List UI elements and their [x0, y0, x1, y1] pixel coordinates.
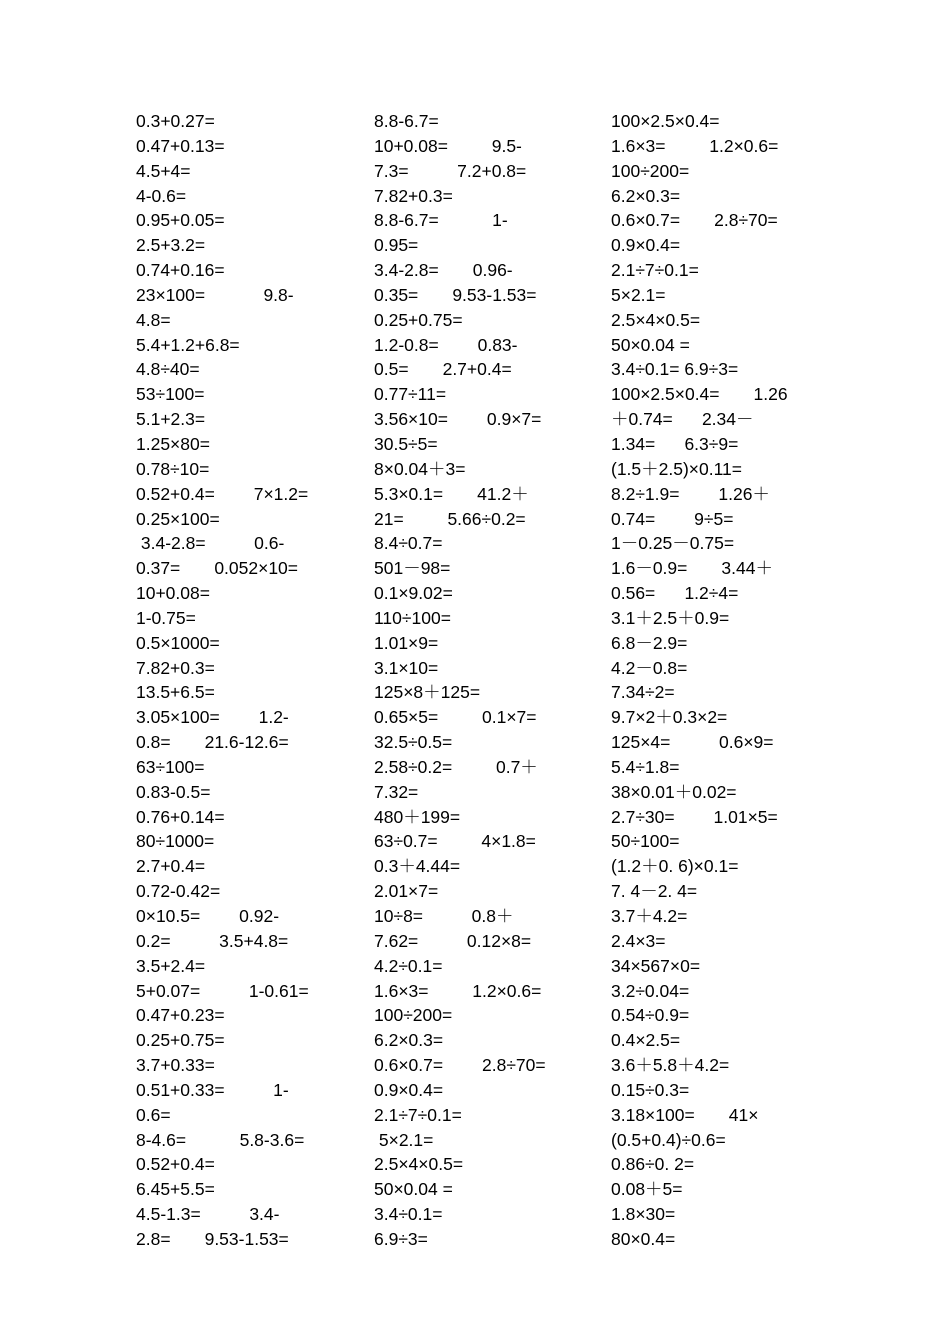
problem-column-2 [374, 109, 594, 1252]
problem-line: 125×4= 0.6×9= [611, 732, 774, 753]
problem-line: 2.01×7= [374, 881, 439, 902]
problem-line: 5.4÷1.8= [611, 756, 680, 777]
problem-line: 1.34= 6.3÷9= [611, 433, 739, 454]
problem-line: 4.8÷40= [136, 359, 200, 380]
problem-line: 7. 4－2. 4= [611, 881, 698, 902]
problem-line: 0.2= 3.5+4.8= [136, 930, 289, 951]
problem-line: 53÷100= [136, 384, 205, 405]
problem-line: 100×2.5×0.4= 1.26 [611, 384, 788, 405]
problem-line: 0.4×2.5= [611, 1030, 681, 1051]
problem-line: 0.08＋5= [611, 1179, 683, 1200]
problem-line: 0.25+0.75= [374, 309, 463, 330]
problem-line: 8.8-6.7= [374, 111, 439, 131]
problem-line: 0.3+0.27= [136, 111, 215, 131]
problem-line: 21= 5.66÷0.2= [374, 508, 526, 529]
problem-line: 63÷0.7= 4×1.8= [374, 831, 536, 852]
problem-line: 0.6×0.7= 2.8÷70= [611, 210, 778, 231]
problem-line: 3.56×10= 0.9×7= [374, 409, 542, 430]
problem-line: 5.1+2.3= [136, 409, 206, 430]
problem-line: 4.5+4= [136, 160, 191, 181]
problem-column-3 [611, 109, 841, 1252]
problem-line: 23×100= 9.8- [136, 284, 294, 305]
problem-line: 0.74= 9÷5= [611, 508, 734, 529]
problem-line: 0×10.5= 0.92- [136, 906, 280, 926]
problem-line: 0.25×100= [136, 508, 220, 529]
problem-line: 5×2.1= [374, 1129, 434, 1150]
problem-line: 8×0.04＋3= [374, 458, 466, 479]
problem-line: 6.2×0.3= [374, 1030, 444, 1051]
problem-line: 5.3×0.1= 41.2＋ [374, 483, 529, 504]
problem-line: 3.4-2.8= 0.96- [374, 260, 513, 281]
problem-line: 0.47+0.13= [136, 135, 225, 156]
problem-line: 2.1÷7÷0.1= [611, 260, 699, 281]
problem-line: 4.5-1.3= 3.4- [136, 1204, 280, 1225]
problem-line: 4-0.6= [136, 185, 187, 206]
problem-line: ＋0.74= 2.34－ [611, 409, 754, 430]
problem-line: 5+0.07= 1-0.61= [136, 980, 309, 1001]
problem-line: 8-4.6= 5.8-3.6= [136, 1129, 305, 1150]
problem-line: 0.52+0.4= [136, 1154, 215, 1175]
problem-line: 4.2－0.8= [611, 657, 688, 678]
problem-line: (0.5+0.4)÷0.6= [611, 1129, 726, 1150]
problem-column-1 [136, 109, 356, 1252]
problem-line: 7.32= [374, 781, 419, 802]
problem-line: 100÷200= [374, 1005, 453, 1026]
problem-line: 1.8×30= [611, 1204, 676, 1225]
problem-line: 2.1÷7÷0.1= [374, 1104, 462, 1125]
problem-line: 3.4÷0.1= [374, 1204, 443, 1225]
problem-line: 3.7＋4.2= [611, 906, 688, 926]
problem-line: 9.7×2＋0.3×2= [611, 707, 728, 728]
problem-line: 0.86÷0. 2= [611, 1154, 695, 1175]
problem-line: 3.4-2.8= 0.6- [136, 533, 285, 554]
problem-line: 0.54÷0.9= [611, 1005, 690, 1026]
problem-line: 125×8＋125= [374, 682, 481, 703]
problem-line: 0.47+0.23= [136, 1005, 225, 1026]
problem-line: 0.9×0.4= [611, 235, 681, 256]
problem-line: 0.95+0.05= [136, 210, 225, 231]
problem-line: 4.2÷0.1= [374, 955, 443, 976]
problem-line: 2.4×3= [611, 930, 666, 951]
problem-line: 100×2.5×0.4= [611, 111, 720, 131]
problem-line: 0.9×0.4= [374, 1079, 444, 1100]
problem-line: 2.7÷30= 1.01×5= [611, 806, 778, 827]
problem-line: 1.01×9= [374, 632, 439, 653]
problem-line: 7.62= 0.12×8= [374, 930, 532, 951]
problem-line: 38×0.01＋0.02= [611, 781, 737, 802]
problem-line: 7.82+0.3= [374, 185, 453, 206]
problem-line: 0.78÷10= [136, 458, 210, 479]
problem-line: 0.76+0.14= [136, 806, 225, 827]
problem-line: 0.25+0.75= [136, 1030, 225, 1051]
problem-line: 3.1＋2.5＋0.9= [611, 607, 730, 628]
problem-line: 8.4÷0.7= [374, 533, 443, 554]
problem-line: 10÷8= 0.8＋ [374, 906, 514, 926]
problem-line: 50÷100= [611, 831, 680, 852]
problem-line: 30.5÷5= [374, 433, 438, 454]
problem-line: 2.5×4×0.5= [374, 1154, 464, 1175]
problem-line: 110÷100= [374, 607, 451, 628]
problem-line: 0.65×5= 0.1×7= [374, 707, 537, 728]
problem-line: 1.2-0.8= 0.83- [374, 334, 518, 355]
problem-line: 2.8= 9.53-1.53= [136, 1228, 289, 1249]
problem-line: 7.3= 7.2+0.8= [374, 160, 527, 181]
problem-line: 0.5×1000= [136, 632, 220, 653]
problem-line: 0.52+0.4= 7×1.2= [136, 483, 309, 504]
problem-line: 63÷100= [136, 756, 205, 777]
problem-line: 0.6×0.7= 2.8÷70= [374, 1055, 546, 1076]
problem-line: 0.8= 21.6-12.6= [136, 732, 289, 753]
problem-line: 0.15÷0.3= [611, 1079, 690, 1100]
problem-line: 1-0.75= [136, 607, 196, 628]
problem-line: 13.5+6.5= [136, 682, 215, 703]
problem-line: 50×0.04 = [374, 1179, 453, 1200]
problem-line: 0.77÷11= [374, 384, 447, 405]
problem-line: 1.6×3= 1.2×0.6= [374, 980, 542, 1001]
problem-line: 34×567×0= [611, 955, 701, 976]
problem-line: 0.1×9.02= [374, 583, 453, 604]
problem-line: 3.7+0.33= [136, 1055, 215, 1076]
problem-line: 2.7+0.4= [136, 856, 206, 877]
problem-line: 80÷1000= [136, 831, 215, 852]
problem-line: 100÷200= [611, 160, 690, 181]
problem-line: 0.95= [374, 235, 419, 256]
problem-line: 0.51+0.33= 1- [136, 1079, 289, 1100]
problem-line: 7.82+0.3= [136, 657, 215, 678]
problem-line: 2.5×4×0.5= [611, 309, 701, 330]
problem-line: 8.8-6.7= 1- [374, 210, 508, 231]
problem-line: 10+0.08= 9.5- [374, 135, 522, 156]
problem-line: 3.4÷0.1= 6.9÷3= [611, 359, 739, 380]
problem-line: (1.5＋2.5)×0.11= [611, 458, 743, 479]
problem-line: 3.05×100= 1.2- [136, 707, 289, 728]
problem-line: 5×2.1= [611, 284, 666, 305]
problem-line: 0.72-0.42= [136, 881, 221, 902]
problem-line: 3.1×10= [374, 657, 439, 678]
problem-line: (1.2＋0. 6)×0.1= [611, 856, 739, 877]
problem-line: 0.83-0.5= [136, 781, 211, 802]
problem-line: 0.35= 9.53-1.53= [374, 284, 537, 305]
problem-line: 0.3＋4.44= [374, 856, 461, 877]
problem-line: 0.5= 2.7+0.4= [374, 359, 512, 380]
problem-line: 0.56= 1.2÷4= [611, 583, 739, 604]
problem-line: 50×0.04 = [611, 334, 690, 355]
problem-line: 2.5+3.2= [136, 235, 206, 256]
problem-line: 2.58÷0.2= 0.7＋ [374, 756, 538, 777]
problem-line: 3.2÷0.04= [611, 980, 690, 1001]
problem-line: 6.45+5.5= [136, 1179, 215, 1200]
problem-line: 3.6＋5.8＋4.2= [611, 1055, 730, 1076]
problem-line: 480＋199= [374, 806, 461, 827]
problem-line: 501－98= [374, 558, 451, 579]
problem-line: 10+0.08= [136, 583, 210, 604]
problem-line: 0.74+0.16= [136, 260, 225, 281]
problem-line: 3.5+2.4= [136, 955, 206, 976]
problem-line: 1－0.25－0.75= [611, 533, 735, 554]
problem-line: 6.8－2.9= [611, 632, 688, 653]
problem-line: 4.8= [136, 309, 171, 330]
problem-line: 0.37= 0.052×10= [136, 558, 299, 579]
problem-line: 3.18×100= 41× [611, 1104, 759, 1125]
problem-line: 0.6= [136, 1104, 171, 1125]
problem-line: 1.6×3= 1.2×0.6= [611, 135, 779, 156]
problem-line: 1.6－0.9= 3.44＋ [611, 558, 773, 579]
problem-line: 1.25×80= [136, 433, 210, 454]
problem-line: 6.9÷3= [374, 1228, 428, 1249]
problem-line: 6.2×0.3= [611, 185, 681, 206]
problem-line: 32.5÷0.5= [374, 732, 453, 753]
problem-line: 7.34÷2= [611, 682, 675, 703]
problem-line: 8.2÷1.9= 1.26＋ [611, 483, 770, 504]
problem-line: 80×0.4= [611, 1228, 676, 1249]
problem-line: 5.4+1.2+6.8= [136, 334, 240, 355]
